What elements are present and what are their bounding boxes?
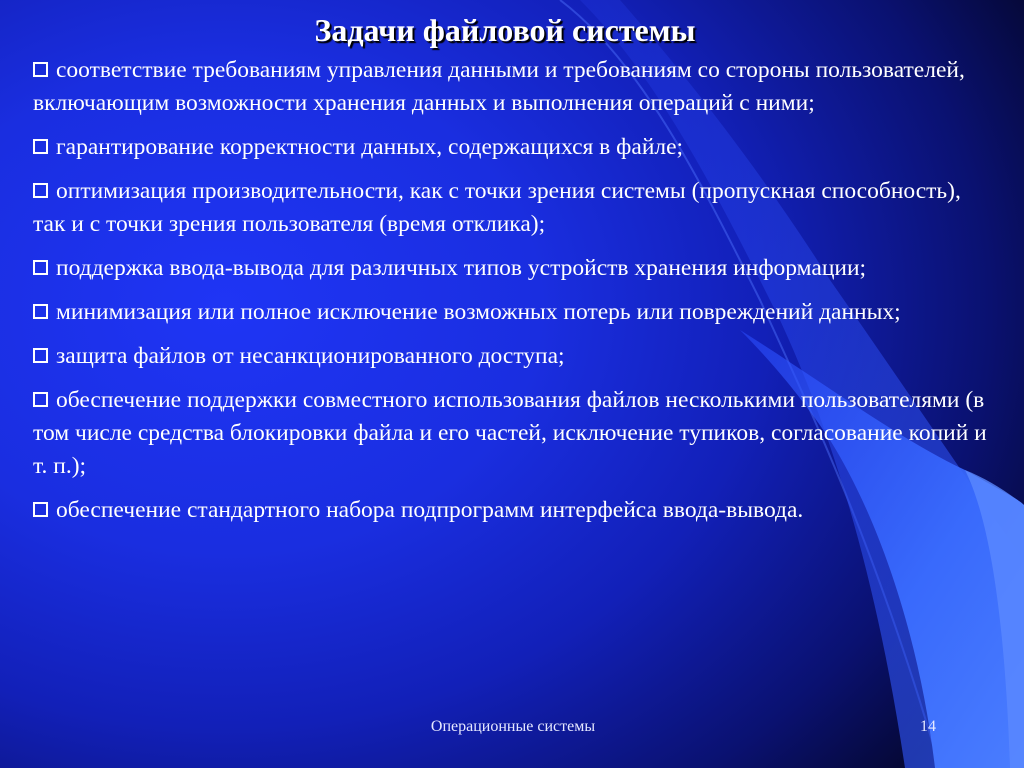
list-item-text: обеспечение стандартного набора подпрограмм интерфейса ввода-вывода. (56, 497, 804, 523)
list-item (33, 252, 993, 285)
footer-course-name: Операционные системы (430, 718, 596, 735)
list-item-text: соответствие требованиям управления данными и требованиям со стороны пользователей, включающим возможности хранения данных и выполнения операций с ними; (33, 57, 965, 116)
hollow-square-bullet-icon (33, 183, 48, 198)
hollow-square-bullet-icon (33, 348, 48, 363)
list-item (33, 54, 993, 120)
list-item (33, 384, 993, 483)
list-item-text: защита файлов от несанкционированного доступа; (56, 343, 565, 369)
list-item (33, 175, 993, 241)
list-item-text: поддержка ввода-вывода для различных типов устройств хранения информации; (56, 255, 867, 281)
hollow-square-bullet-icon (33, 304, 48, 319)
hollow-square-bullet-icon (33, 392, 48, 407)
page-number: 14 (920, 718, 936, 735)
hollow-square-bullet-icon (33, 139, 48, 154)
list-item (33, 131, 993, 164)
list-item-text: оптимизация производительности, как с точки зрения системы (пропускная способность), так и с точки зрения пользователя (время отклика); (33, 178, 961, 237)
hollow-square-bullet-icon (33, 62, 48, 77)
list-item-text: гарантирование корректности данных, содержащихся в файле; (56, 134, 684, 160)
hollow-square-bullet-icon (33, 502, 48, 517)
slide-title: Задачи файловой системы (314, 12, 696, 48)
list-item (33, 340, 993, 373)
list-item (33, 494, 993, 527)
hollow-square-bullet-icon (33, 260, 48, 275)
list-item-text: обеспечение поддержки совместного использования файлов несколькими пользователями (в том числе средства блокировки файла и его частей, исключение тупиков, согласование копий и т. п.); (33, 387, 987, 479)
list-item-text: минимизация или полное исключение возможных потерь или повреждений данных; (56, 299, 901, 325)
list-item (33, 296, 993, 329)
bullet-list (33, 54, 993, 538)
